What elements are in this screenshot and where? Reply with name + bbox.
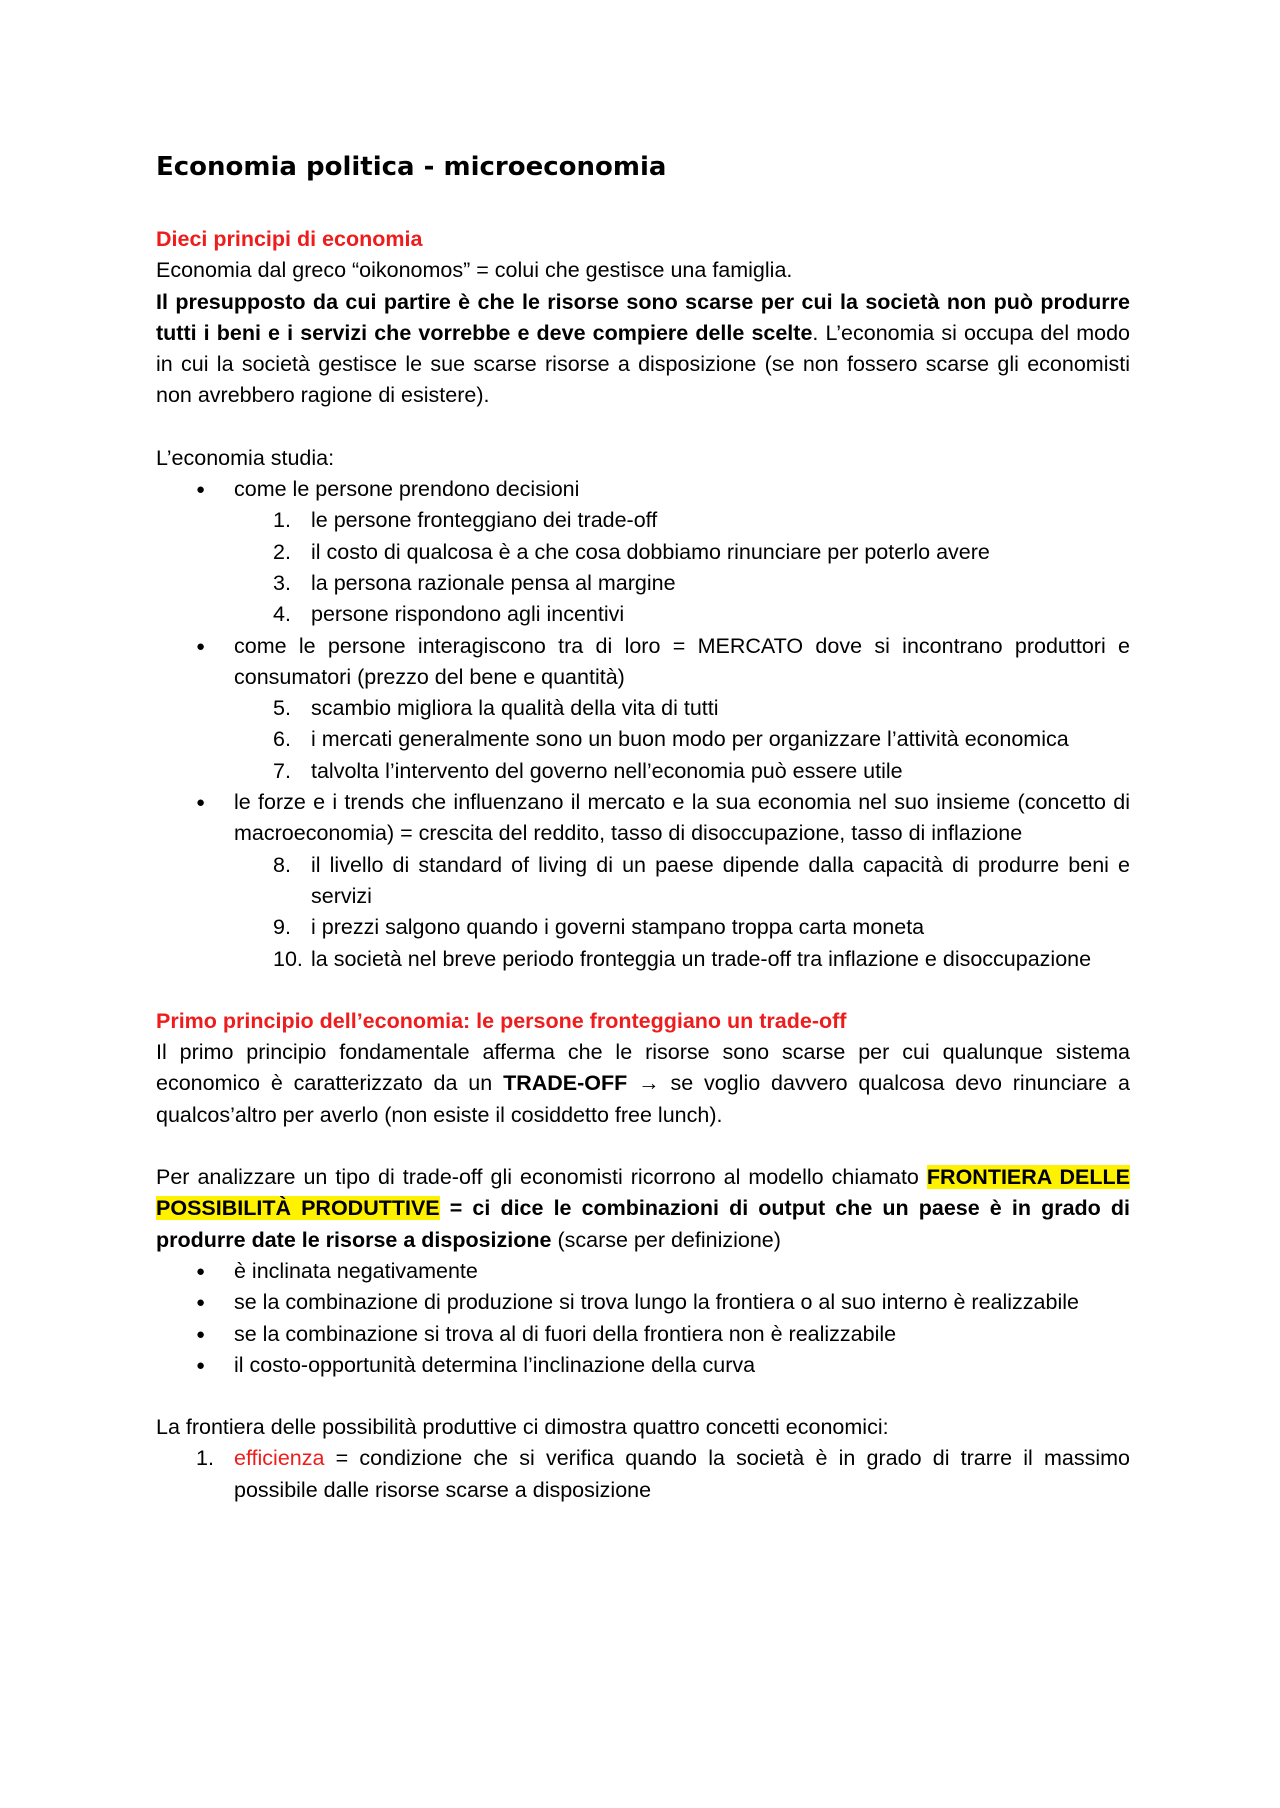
bullet-item: ● se la combinazione di produzione si trova lungo la frontiera o al suo interno è realizzabile	[156, 1287, 1130, 1318]
intro-paragraph	[156, 287, 1130, 412]
numbered-item: 8. il livello di standard of living di un paese dipende dalla capacità di produrre beni e servizi	[273, 852, 1130, 908]
intro-bold-text: Il presupposto da cui partire è che le risorse sono scarse per cui la società non può produrre tutti i beni e i servizi che vorrebbe e deve compiere delle scelte	[156, 289, 1130, 345]
tradeoff-paragraph: Il primo principio fondamentale afferma che le risorse sono scarse per cui qualunque sistema economico è caratterizzato da un TRADE-OFF → se voglio davvero qualcosa devo rinunciare a qualcos’altro per averlo (non esiste il cosiddetto free lunch).	[156, 1040, 1130, 1127]
numbered-item: 1. le persone fronteggiano dei trade-off	[273, 508, 658, 533]
bullet-item: ● le forze e i trends che influenzano il mercato e la sua economia nel suo insieme (concetto di macroeconomia) = crescita del reddito, tasso di disoccupazione, tasso di inflazione	[156, 787, 1130, 850]
studia-line: L’economia studia:	[156, 445, 335, 470]
numbered-item: 1. efficienza = condizione che si verifica quando la società è in grado di trarre il massimo possibile dalle risorse scarse a disposizione	[196, 1446, 1130, 1502]
frontiera-properties-list	[156, 1256, 1130, 1381]
frontiera-highlight: FRONTIERA DELLE POSSIBILITÀ PRODUTTIVE	[156, 1165, 1130, 1221]
efficienza-term: efficienza	[234, 1446, 325, 1471]
frontiera-paragraph: Per analizzare un tipo di trade-off gli economisti ricorrono al modello chiamato FRONTIERA DELLE POSSIBILITÀ PRODUTTIVE = ci dice le combinazioni di output che un paese è in grado di produrre date le risorse a disposizione (scarse per definizione)	[156, 1165, 1130, 1252]
numbered-item: 9. i prezzi salgono quando i governi stampano troppa carta moneta	[273, 915, 925, 940]
bullet-item: ● come le persone prendono decisioni	[156, 474, 1130, 505]
section-heading-dieci-principi: Dieci principi di economia	[156, 227, 423, 251]
bullet-item: ● se la combinazione si trova al di fuori della frontiera non è realizzabile	[156, 1319, 1130, 1350]
intro-line: Economia dal greco “oikonomos” = colui che gestisce una famiglia.	[156, 258, 793, 283]
frontiera-definition: = ci dice le combinazioni di output che un paese è in grado di produrre date le risorse a disposizione	[156, 1196, 1130, 1252]
concetti-intro: La frontiera delle possibilità produttive ci dimostra quattro concetti economici:	[156, 1415, 889, 1440]
bullet-item: ● come le persone interagiscono tra di loro = MERCATO dove si incontrano produttori e consumatori (prezzo del bene e quantità)	[156, 631, 1130, 694]
numbered-item: 10. la società nel breve periodo fronteggia un trade-off tra inflazione e disoccupazione	[273, 946, 1092, 971]
numbered-item: 6. i mercati generalmente sono un buon modo per organizzare l’attività economica	[273, 727, 1069, 752]
numbered-item: 7. talvolta l’intervento del governo nell’economia può essere utile	[273, 758, 903, 783]
bullet-item: ● il costo-opportunità determina l’inclinazione della curva	[156, 1350, 1130, 1381]
numbered-item: 2. il costo di qualcosa è a che cosa dobbiamo rinunciare per poterlo avere	[273, 539, 990, 564]
intro-rest-text: . L’economia si occupa del modo in cui la società gestisce le sue scarse risorse a disposizione (se non fossero scarse gli economisti non avrebbero ragione di esistere).	[156, 320, 1130, 408]
document-page	[156, 150, 1130, 1506]
numbered-item: 4. persone rispondono agli incentivi	[273, 602, 625, 627]
studia-list	[156, 474, 1130, 975]
tradeoff-term: TRADE-OFF	[503, 1071, 628, 1096]
document-title: Economia politica - microeconomia	[156, 152, 667, 182]
section-heading-primo-principio: Primo principio dell’economia: le persone fronteggiano un trade-off	[156, 1008, 847, 1033]
concetti-list	[156, 1443, 1130, 1506]
numbered-item: 3. la persona razionale pensa al margine	[273, 570, 676, 595]
numbered-item: 5. scambio migliora la qualità della vita di tutti	[273, 696, 719, 721]
bullet-item: ● è inclinata negativamente	[156, 1256, 1130, 1287]
